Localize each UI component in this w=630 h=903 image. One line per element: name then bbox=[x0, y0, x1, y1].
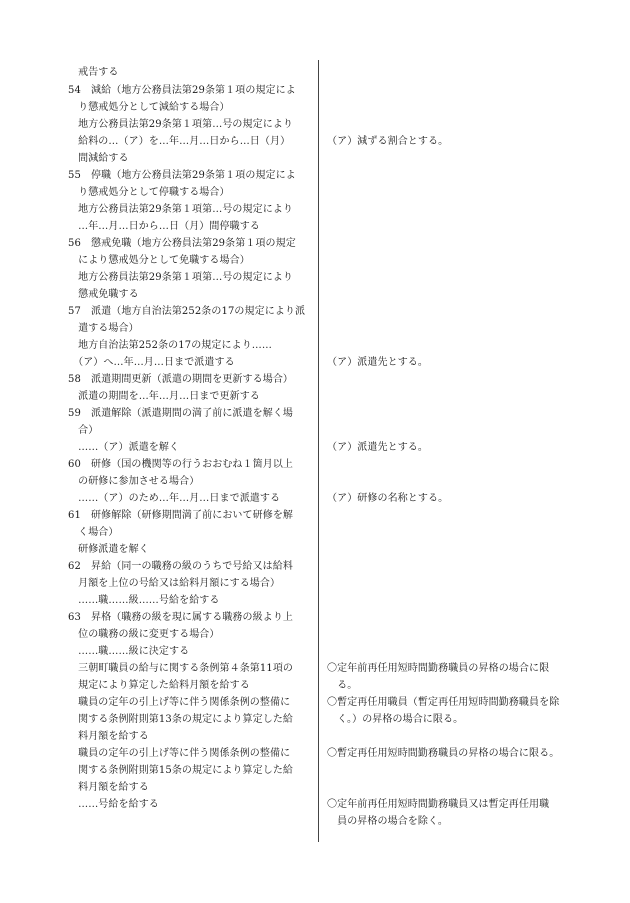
left-line: 職員の定年の引上げ等に伴う関係条例の整備に bbox=[68, 748, 291, 759]
right-line: （ア）減ずる割合とする。 bbox=[327, 136, 449, 147]
left-line: 地方公務員法第29条第１項第…号の規定により bbox=[68, 119, 294, 130]
left-line: ……号給を給する bbox=[68, 799, 159, 810]
right-line: 〇定年前再任用短時間勤務職員の昇格の場合に限 bbox=[327, 663, 550, 674]
left-line: 位の職務の級に変更する場合） bbox=[68, 629, 220, 640]
left-line: 戒告する bbox=[68, 67, 119, 78]
left-line: 研修派遣を解く bbox=[68, 544, 149, 555]
left-line: ……職……級……号給を給する bbox=[68, 595, 220, 606]
left-line: 59 派遣解除（派遣期間の満了前に派遣を解く場 bbox=[68, 408, 294, 419]
left-line: 57 派遣（地方自治法第252条の17の規定により派 bbox=[68, 306, 306, 317]
left-line: 55 停職（地方公務員法第29条第１項の規定によ bbox=[68, 170, 296, 181]
left-line: 58 派遣期間更新（派遣の期間を更新する場合） bbox=[68, 374, 294, 385]
left-line: …年…月…日から…日（月）間停職する bbox=[68, 221, 260, 232]
left-line: （ア）へ…年…月…日まで派遣する bbox=[68, 357, 235, 368]
left-line: 給料の…（ア）を…年…月…日から…日（月） bbox=[68, 136, 291, 147]
left-line: ……（ア）のため…年…月…日まで派遣する bbox=[68, 493, 281, 504]
left-line: 61 研修解除（研修期間満了前において研修を解 bbox=[68, 510, 294, 521]
left-line: 関する条例附則第13条の規定により算定した給 bbox=[68, 714, 294, 725]
left-line: り懲戒処分として停職する場合） bbox=[68, 187, 230, 198]
left-line: 合） bbox=[68, 425, 99, 436]
left-line: 派遣の期間を…年…月…日まで更新する bbox=[68, 391, 260, 402]
left-line: 地方公務員法第29条第１項第…号の規定により bbox=[68, 204, 294, 215]
right-line: 〇暫定再任用職員（暫定再任用短時間勤務職員を除 bbox=[327, 697, 560, 708]
left-line: ……職……級に決定する bbox=[68, 646, 190, 657]
right-line: 〇定年前再任用短時間勤務職員又は暫定再任用職 bbox=[327, 799, 550, 810]
right-line: る。 bbox=[327, 680, 358, 691]
right-line: （ア）派遣先とする。 bbox=[327, 357, 428, 368]
left-line: り懲戒処分として減給する場合） bbox=[68, 102, 230, 113]
left-line: 56 懲戒免職（地方公務員法第29条第１項の規定 bbox=[68, 238, 296, 249]
right-line: （ア）派遣先とする。 bbox=[327, 442, 428, 453]
left-line: 料月額を給する bbox=[68, 782, 149, 793]
left-line: ……（ア）派遣を解く bbox=[68, 442, 180, 453]
left-line: により懲戒処分として免職する場合） bbox=[68, 255, 250, 266]
left-line: 三朝町職員の給与に関する条例第４条第11項の bbox=[68, 663, 294, 674]
column-divider bbox=[318, 60, 319, 842]
left-line: く場合） bbox=[68, 527, 119, 538]
right-line: （ア）研修の名称とする。 bbox=[327, 493, 449, 504]
left-line: 地方自治法第252条の17の規定により…… bbox=[68, 340, 273, 351]
left-line: 関する条例附則第15条の規定により算定した給 bbox=[68, 765, 294, 776]
left-line: の研修に参加させる場合） bbox=[68, 476, 200, 487]
left-line: 60 研修（国の機関等の行うおおむね１箇月以上 bbox=[68, 459, 294, 470]
right-line: 員の昇格の場合を除く。 bbox=[327, 816, 448, 827]
left-line: 職員の定年の引上げ等に伴う関係条例の整備に bbox=[68, 697, 291, 708]
left-line: 遣する場合） bbox=[68, 323, 139, 334]
right-line: 〇暫定再任用短時間勤務職員の昇格の場合に限る。 bbox=[327, 748, 560, 759]
left-line: 54 減給（地方公務員法第29条第１項の規定によ bbox=[68, 85, 296, 96]
left-line: 63 昇格（職務の級を現に属する職務の級より上 bbox=[68, 612, 294, 623]
left-line: 間減給する bbox=[68, 153, 129, 164]
left-line: 地方公務員法第29条第１項第…号の規定により bbox=[68, 272, 294, 283]
left-line: 料月額を給する bbox=[68, 731, 149, 742]
left-line: 62 昇給（同一の職務の級のうちで号給又は給料 bbox=[68, 561, 293, 572]
right-line: く。）の昇格の場合に限る。 bbox=[327, 714, 464, 725]
left-line: 月額を上位の号給又は給料月額にする場合） bbox=[68, 578, 281, 589]
left-line: 規定により算定した給料月額を給する bbox=[68, 680, 250, 691]
left-line: 懲戒免職する bbox=[68, 289, 139, 300]
